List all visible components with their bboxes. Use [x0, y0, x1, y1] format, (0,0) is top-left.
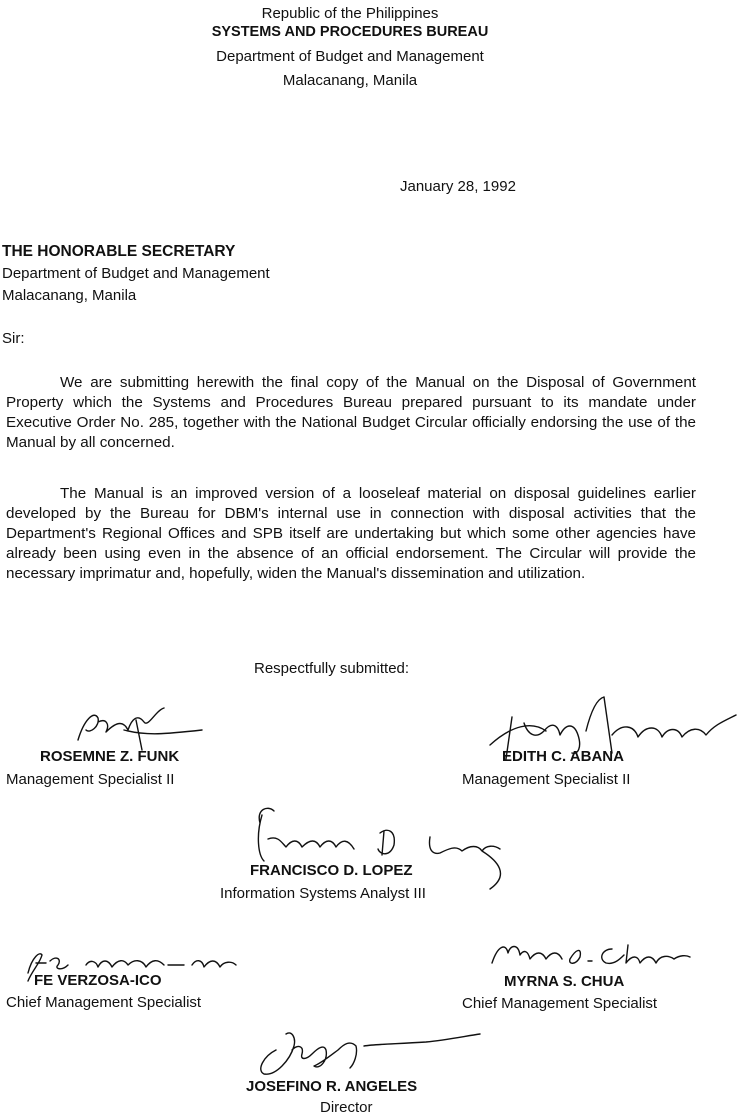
letterhead-bureau: SYSTEMS AND PROCEDURES BUREAU	[211, 24, 489, 40]
letterhead-department: Department of Budget and Management	[216, 48, 484, 65]
signature-block-lopez	[220, 805, 520, 910]
signature-block-angeles	[246, 1020, 506, 1118]
signatory-title: Chief Management Specialist	[462, 995, 658, 1012]
signature-block-funk	[6, 700, 236, 795]
signatory-title: Management Specialist II	[462, 771, 631, 788]
body-paragraph-2: The Manual is an improved version of a looseleaf material on disposal guidelines earlier developed by the Bureau for DBM's internal use in connection with disposal activities that the Department's Regional Offices and SPB itself are undertaking but which some other agencies have already been using even in the absence of an official endorsement. The Circular will provide the necessary imprimatur and, hopefully, widen the Manual's dissemination and utilization.	[6, 485, 696, 582]
signatory-name: FRANCISCO D. LOPEZ	[250, 862, 413, 879]
salutation: Sir:	[2, 330, 25, 347]
signatory-title: Director	[320, 1099, 373, 1116]
signature-block-verzosa-ico	[6, 945, 286, 1015]
signatory-name: EDITH C. ABANA	[502, 748, 624, 765]
signatory-name: FE VERZOSA-ICO	[34, 972, 162, 989]
addressee-title: THE HONORABLE SECRETARY	[2, 243, 236, 260]
signature-block-chua	[462, 935, 722, 1015]
signatory-name: MYRNA S. CHUA	[504, 973, 625, 990]
body-paragraph-1: We are submitting herewith the final copy of the Manual on the Disposal of Government Property which the Systems and Procedures Bureau prepared pursuant to its mandate under Executive Order No. 285, together with the National Budget Circular officially endorsing the use of the Manual by all concerned.	[6, 374, 696, 451]
signatory-title: Chief Management Specialist	[6, 994, 202, 1011]
letterhead-location: Malacanang, Manila	[282, 72, 418, 89]
letter-date: January 28, 1992	[400, 178, 516, 195]
handwritten-signature-angeles	[246, 1020, 506, 1080]
letterhead-republic: Republic of the Philippines	[261, 5, 439, 22]
signatory-name: JOSEFINO R. ANGELES	[246, 1078, 418, 1095]
signatory-title: Management Specialist II	[6, 771, 175, 788]
addressee-location: Malacanang, Manila	[2, 287, 137, 304]
handwritten-signature-lopez	[220, 805, 520, 895]
handwritten-signature-chua	[462, 935, 722, 975]
addressee-department: Department of Budget and Management	[2, 265, 270, 282]
closing: Respectfully submitted:	[254, 660, 410, 677]
signatory-title: Information Systems Analyst III	[220, 885, 426, 902]
signatory-name: ROSEMNE Z. FUNK	[40, 748, 180, 765]
signature-block-abana	[462, 695, 747, 795]
